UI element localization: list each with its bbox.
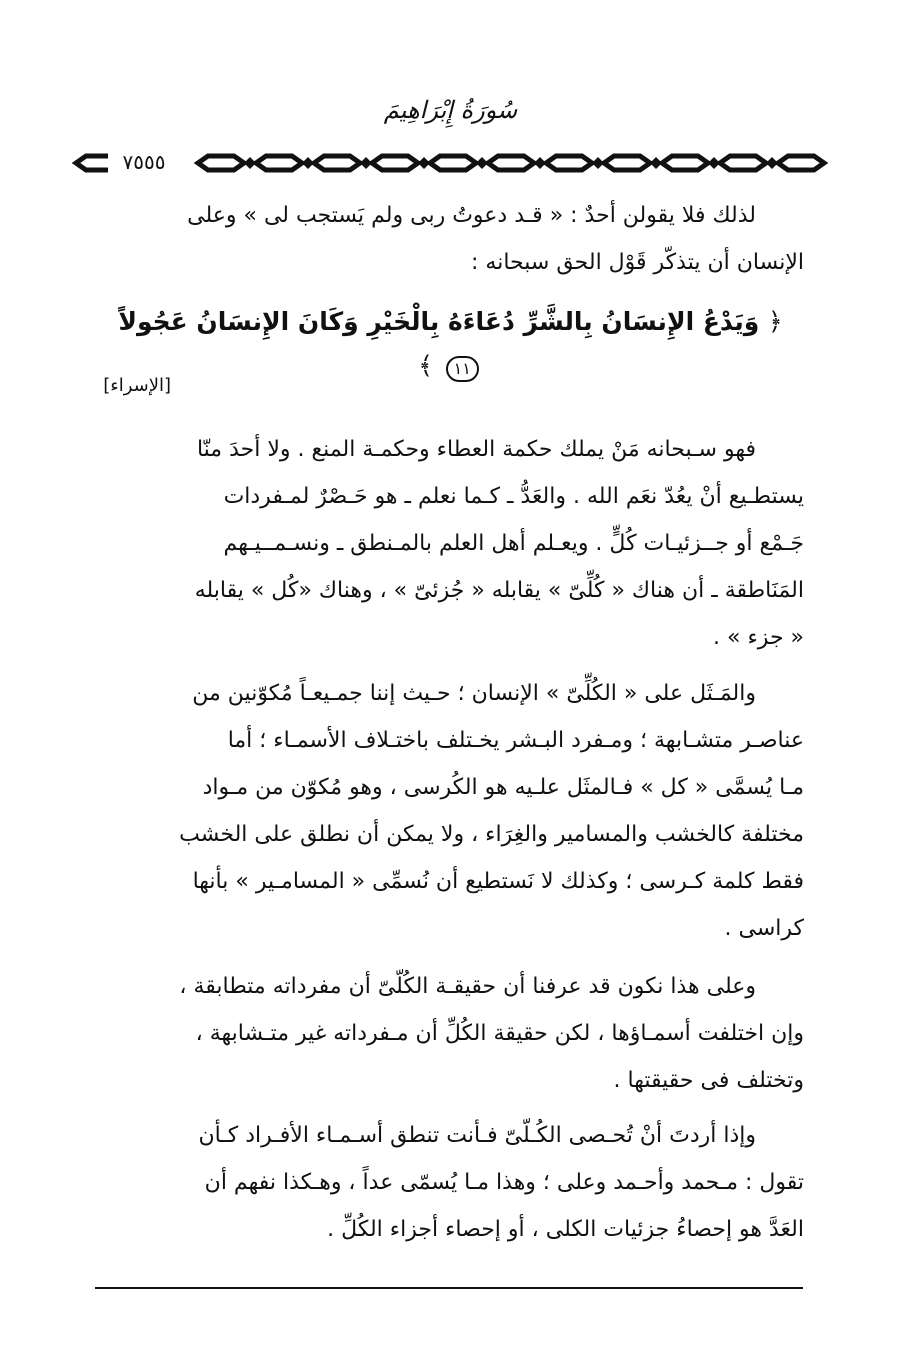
text-line: العَدَّ هو إحصاءُ جزئيات الكلى ، أو إحصاء أجزاء الكُلِّ .	[327, 1217, 804, 1242]
text-line: لذلك فلا يقولن أحدٌ : « قـد دعوتُ ربى ولم يَستجب لى » وعلى	[187, 203, 756, 228]
paragraph	[97, 426, 804, 661]
verse-close-bracket: ﴾	[418, 351, 433, 380]
quran-verse	[97, 300, 804, 388]
text-line: وإن اختلفت أسمـاؤها ، لكن حقيقة الكُلِّ أن مـفرداته غير متـشابهة ،	[195, 1021, 804, 1046]
verse-open-bracket: ﴿	[768, 307, 783, 336]
verse-number: ١١	[446, 356, 479, 382]
decorative-chain-border	[68, 148, 830, 178]
verse-text: وَيَدْعُ الإِنسَانُ بِالشَّرِّ دُعَاءَهُ بِالْخَيْرِ وَكَانَ الإِنسَانُ عَجُولاً	[118, 307, 760, 336]
text-line: عناصـر متشـابهة ؛ ومـفرد البـشر يخـتلف باختـلاف الأسمـاء ؛ أما	[227, 728, 804, 753]
text-line: وعلى هذا نكون قد عرفنا أن حقيقـة الكُلّىّ أن مفرداته متطابقة ،	[179, 974, 756, 999]
paragraph	[97, 670, 804, 952]
footer-divider	[95, 1287, 803, 1289]
page-number: ٧٥٥٥	[108, 147, 180, 177]
text-line: وتختلف فى حقيقتها .	[613, 1068, 804, 1093]
text-line: جَـمْع أو جــزئيـات كُلٍّ . ويعـلم أهل العلم بالمـنطق ـ ونسـمــيـهم	[223, 531, 804, 556]
paragraph	[97, 963, 804, 1104]
text-line: مـا يُسمَّى « كل » فـالمثَل علـيه هو الكُرسى ، وهو مُكوّن من مـواد	[202, 775, 804, 800]
text-line: كراسى .	[724, 916, 804, 941]
text-line: مختلفة كالخشب والمسامير والغِرَاء ، ولا يمكن أن نطلق على الخشب	[179, 822, 804, 847]
intro-paragraph	[97, 192, 804, 286]
paragraph	[97, 1112, 804, 1253]
text-line: وإذا أردتَ أنْ تُحـصى الكُـلّىّ فـأنت تنطق أسـمـاء الأفـراد كـأن	[198, 1123, 756, 1148]
text-line: « جزء » .	[713, 625, 804, 650]
text-line: فهو سـبحانه مَنْ يملك حكمة العطاء وحكمـة المنع . ولا أحدَ منّا	[196, 437, 756, 462]
text-line: تقول : مـحمد وأحـمد وعلى ؛ وهذا مـا يُسمّى عداً ، وهـكذا نفهم أن	[204, 1170, 804, 1195]
text-line: المَنَاطقة ـ أن هناك « كُلِّىّ » يقابله « جُزئىّ » ، وهناك «كُل » يقابله	[194, 578, 804, 603]
text-line: فقط كلمة كـرسى ؛ وكذلك لا نَستطيع أن نُسمِّى « المسامـير » بأنها	[192, 869, 804, 894]
text-line: يستطـيع أنْ يعُدّ نعَم الله . والعَدُّ ـ كـما نعلم ـ هو حَـصْرٌ لمـفردات	[223, 484, 804, 509]
text-line: والمَـثَل على « الكُلِّىّ » الإنسان ؛ حـيث إننا جمـيعـاً مُكوّنين من	[192, 681, 756, 706]
verse-source: [الإسراء]	[103, 375, 171, 396]
surah-title: سُورَةُ إِبْرَاهِيمَ	[383, 96, 518, 124]
text-line: الإنسان أن يتذكّر قَوْل الحق سبحانه :	[471, 250, 804, 275]
